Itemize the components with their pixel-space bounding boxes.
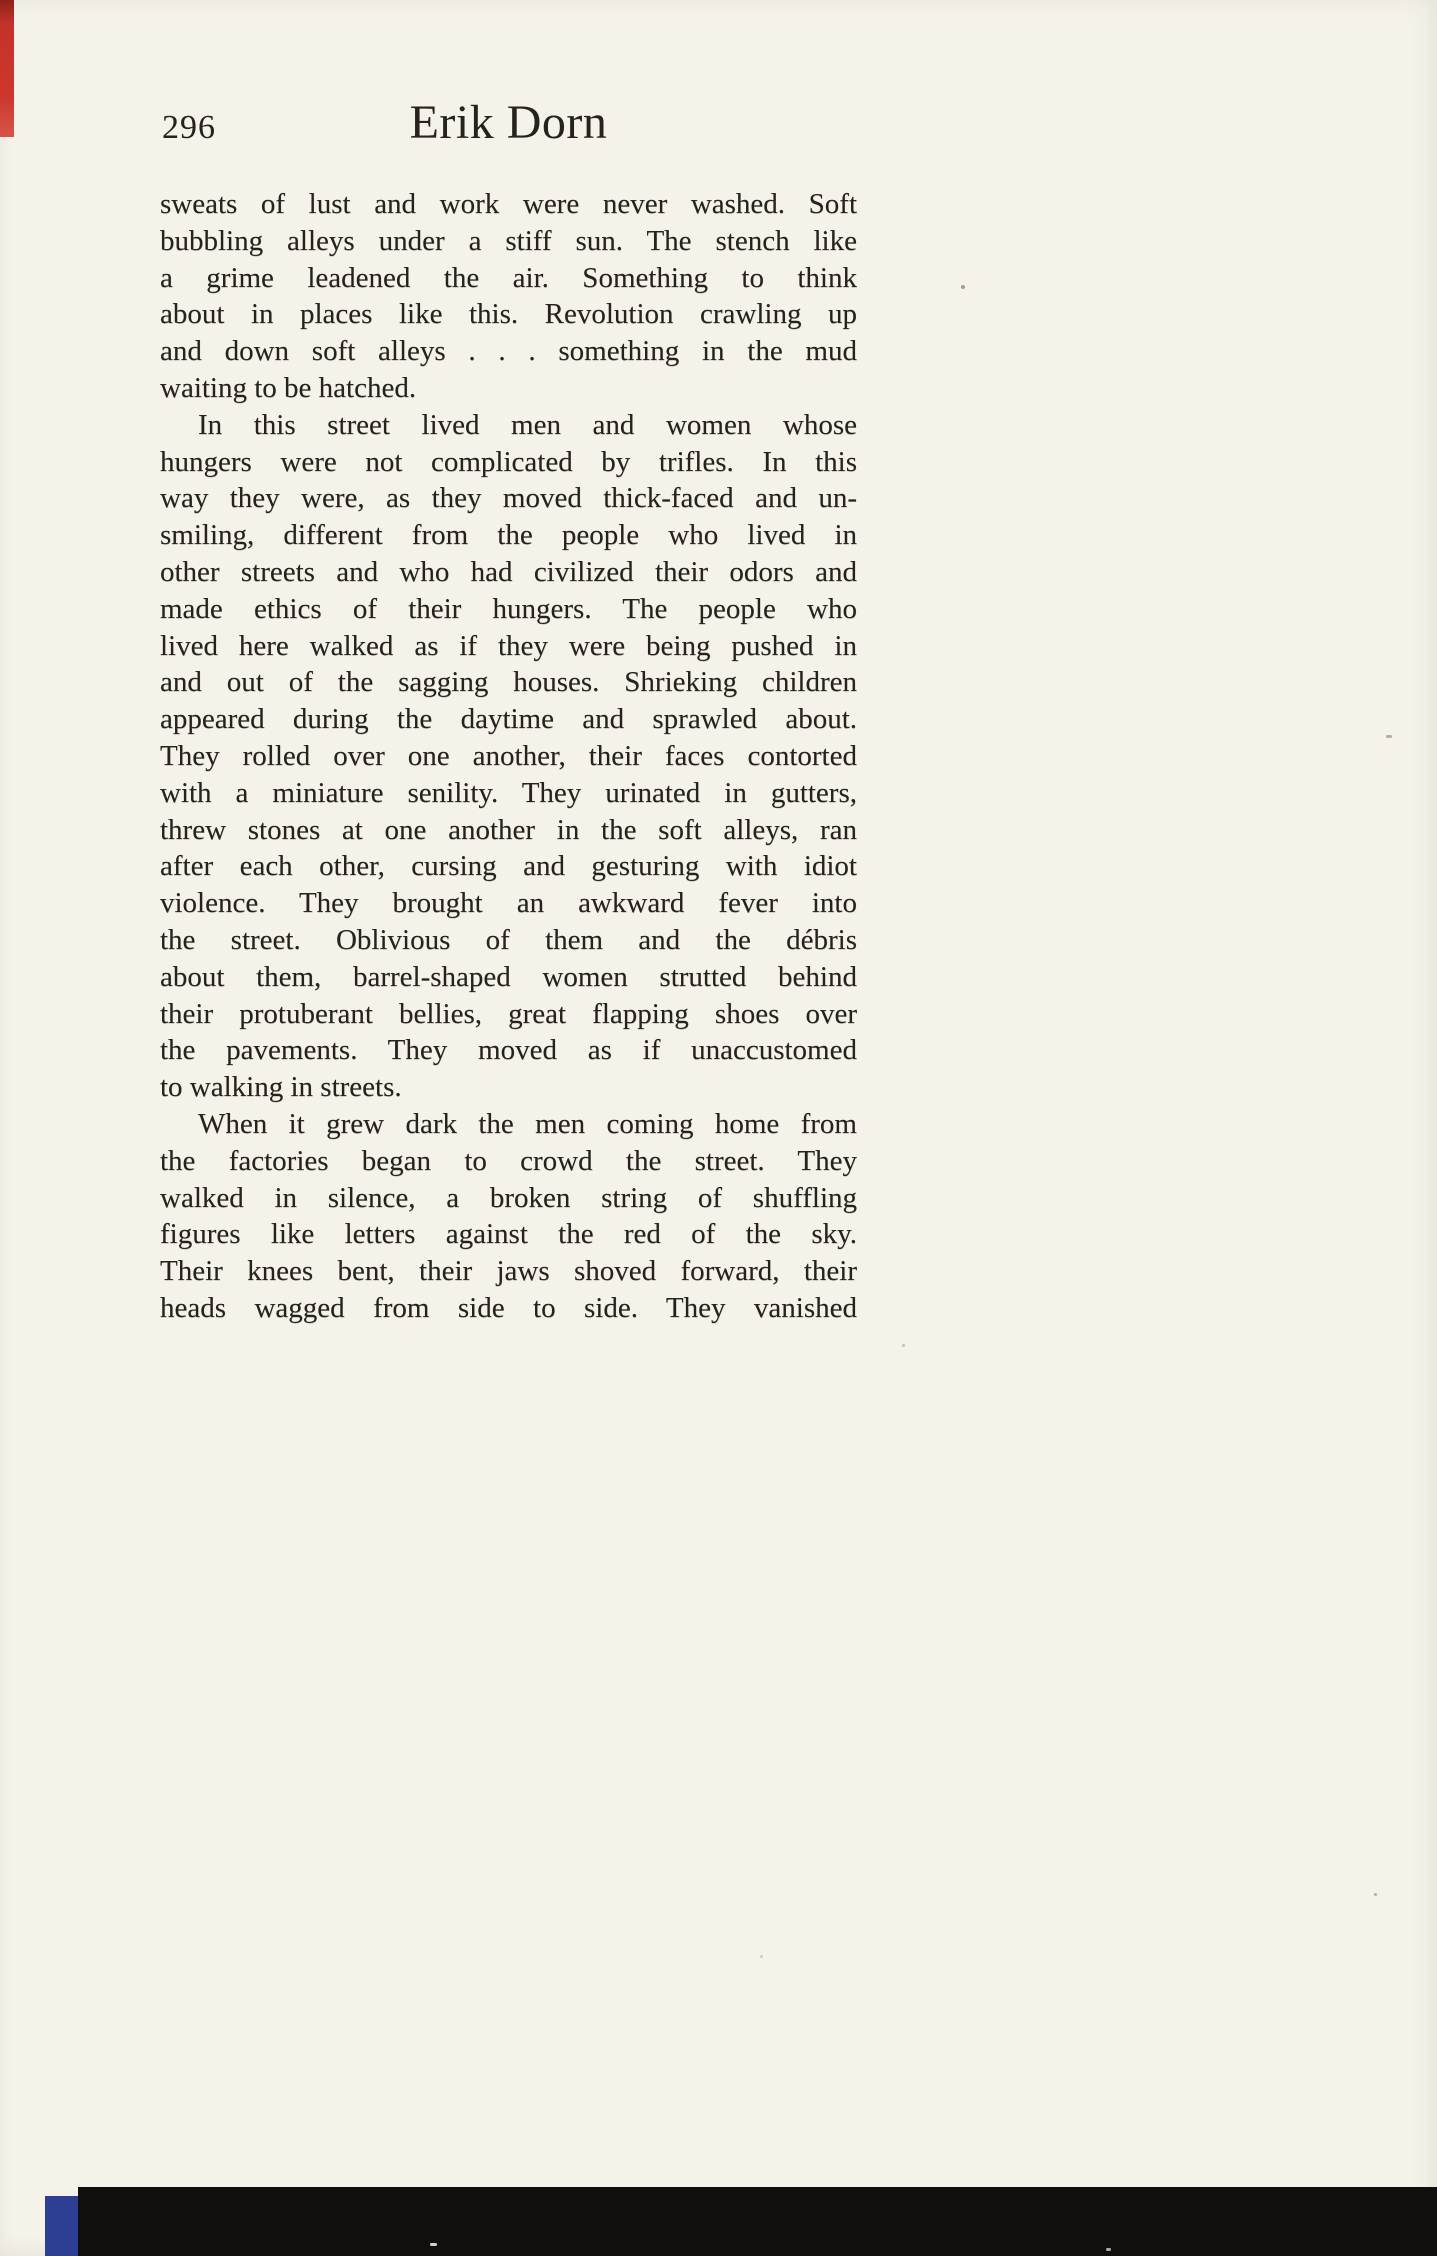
scan-speck — [1374, 1893, 1377, 1896]
text-line: hungers were not complicated by trifles. In this — [160, 445, 857, 478]
text-line: to walking in streets. — [160, 1071, 402, 1104]
text-line: walked in silence, a broken string of shuffling — [160, 1181, 857, 1214]
scan-speck — [1386, 735, 1392, 738]
text-line: waiting to be hatched. — [160, 371, 417, 404]
text-line: with a miniature senility. They urinated in gutters, — [160, 776, 857, 809]
text-line: In this street lived men and women whose — [198, 408, 857, 441]
text-line: about in places like this. Revolution crawling up — [160, 298, 857, 331]
text-line: bubbling alleys under a stiff sun. The stench like — [160, 224, 857, 257]
scan-speck — [1106, 2248, 1111, 2251]
body-text — [160, 186, 857, 1327]
text-line: figures like letters against the red of the sky. — [160, 1218, 857, 1251]
text-line: after each other, cursing and gesturing with idiot — [160, 850, 857, 883]
text-line: and down soft alleys . . . something in the mud — [160, 335, 857, 368]
text-line: heads wagged from side to side. They vanished — [160, 1291, 857, 1324]
text-line: threw stones at one another in the soft alleys, ran — [160, 813, 857, 846]
scan-speck — [961, 285, 965, 289]
scan-artifact-red-stripe — [0, 0, 14, 137]
scan-artifact-black-band — [78, 2187, 1437, 2256]
text-line: violence. They brought an awkward fever into — [160, 887, 857, 920]
text-line: about them, barrel-shaped women strutted behind — [160, 960, 857, 993]
text-line: lived here walked as if they were being pushed in — [160, 629, 857, 662]
scan-speck — [430, 2243, 437, 2246]
running-title: Erik Dorn — [409, 96, 608, 149]
text-line: smiling, different from the people who lived in — [160, 519, 857, 552]
page-header — [160, 92, 857, 150]
page-number: 296 — [162, 109, 216, 146]
text-line: made ethics of their hungers. The people who — [160, 592, 857, 625]
text-line: When it grew dark the men coming home from — [198, 1107, 857, 1140]
text-line: a grime leadened the air. Something to think — [160, 261, 857, 294]
text-line: the factories began to crowd the street. They — [160, 1144, 857, 1177]
text-line: sweats of lust and work were never washed. Soft — [160, 188, 857, 220]
text-line: the pavements. They moved as if unaccustomed — [160, 1034, 857, 1067]
text-line: way they were, as they moved thick-faced and un- — [160, 482, 857, 515]
text-line: their protuberant bellies, great flapping shoes over — [160, 997, 857, 1030]
scan-speck — [760, 1955, 763, 1958]
text-line: the street. Oblivious of them and the débris — [160, 923, 857, 956]
text-line: They rolled over one another, their faces contorted — [160, 739, 857, 772]
scan-artifact-blue-block — [45, 2196, 78, 2256]
text-line: other streets and who had civilized their odors and — [160, 555, 857, 588]
text-line: appeared during the daytime and sprawled about. — [160, 703, 857, 736]
scan-speck — [902, 1344, 905, 1347]
text-line: and out of the sagging houses. Shrieking children — [160, 666, 857, 699]
text-line: Their knees bent, their jaws shoved forward, their — [160, 1255, 857, 1288]
